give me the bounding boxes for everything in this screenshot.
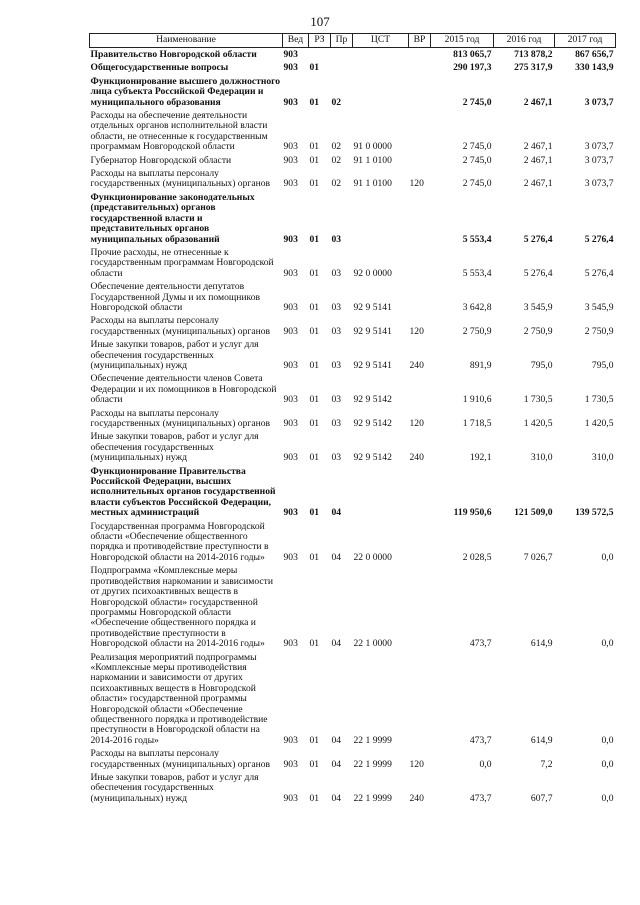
row-ved: 903: [283, 325, 298, 337]
row-value-2017: 1 730,5: [584, 394, 614, 406]
row-cst: 22 1 0000: [353, 638, 392, 650]
row-rz: 01: [309, 394, 320, 406]
table-row: [90, 246, 616, 280]
table-row: [90, 771, 616, 805]
row-pr: [331, 48, 353, 62]
row-ved: 903: [283, 638, 298, 650]
row-pr: 03: [331, 452, 342, 464]
row-value-2015: 1 910,6: [462, 394, 492, 406]
row-value-2016: 5 276,4: [523, 233, 553, 245]
row-cst: [353, 61, 409, 74]
row-value-2015: 5 553,4: [462, 233, 492, 245]
table-row: [90, 520, 616, 565]
row-ved: 903: [283, 452, 298, 464]
row-pr: 03: [331, 233, 342, 245]
table-row: [90, 48, 616, 62]
row-ved: 903: [283, 154, 298, 166]
row-rz: 01: [309, 267, 320, 279]
row-vr: [409, 520, 431, 565]
row-value-2015: 2 745,0: [462, 178, 492, 190]
table-row: [90, 465, 616, 520]
row-pr: 03: [331, 418, 342, 429]
col-header-vr: ВР: [409, 34, 431, 48]
budget-table: [89, 33, 616, 805]
table-row: [90, 407, 616, 431]
row-ved: 903: [283, 551, 298, 563]
row-value-2016: 3 545,9: [523, 301, 553, 313]
row-rz: 01: [309, 96, 320, 108]
row-value-2017: 5 276,4: [584, 267, 614, 279]
row-name: Реализация мероприятий подпрограммы «Комплексные меры противодействия наркомании и зависимости от других психоактивных веществ в Новгородской области» государственной программы Новгородской области «Обеспечение общественного порядка и противодействие преступности в Новгородской области на 2014-2016 годы»: [90, 651, 268, 746]
row-name: Расходы на выплаты персоналу государственных (муниципальных) органов: [90, 407, 271, 429]
row-rz: 01: [309, 734, 320, 746]
row-cst: 22 1 9999: [353, 734, 392, 746]
row-value-2015: 2 028,5: [462, 551, 492, 563]
row-value-2015: 290 197,3: [453, 62, 492, 74]
row-vr: 240: [409, 359, 424, 371]
row-value-2015: 192,1: [469, 452, 492, 464]
row-value-2016: 607,7: [530, 792, 553, 804]
row-name: Функционирование законодательных (представительных) органов государственной власти и представительных органов муниципальных образований: [90, 191, 255, 245]
table-row: [90, 191, 616, 246]
row-ved: 903: [283, 49, 298, 60]
row-value-2016: 795,0: [530, 359, 553, 371]
col-header-cst: ЦСТ: [353, 34, 409, 48]
col-header-pr: Пр: [331, 34, 353, 48]
row-value-2015: 5 553,4: [462, 267, 492, 279]
row-value-2016: 310,0: [530, 452, 553, 464]
row-value-2017: 3 073,7: [584, 178, 614, 190]
row-vr: [409, 651, 431, 748]
row-value-2015: 2 745,0: [462, 154, 492, 166]
row-value-2016: 2 467,1: [523, 178, 553, 190]
row-pr: 04: [331, 638, 342, 650]
row-vr: 120: [409, 418, 424, 429]
row-vr: [409, 48, 431, 62]
row-value-2015: 0,0: [479, 758, 492, 770]
row-name: Губернатор Новгородской области: [90, 154, 232, 166]
row-cst: [353, 191, 409, 246]
row-value-2016: 614,9: [530, 638, 553, 650]
row-ved: 903: [283, 734, 298, 746]
row-rz: 01: [309, 758, 320, 770]
row-cst: 22 1 9999: [353, 758, 392, 770]
row-cst: 92 9 5141: [353, 325, 392, 337]
row-vr: [409, 61, 431, 74]
page-number: 107: [310, 14, 330, 29]
row-value-2017: 2 750,9: [584, 325, 614, 337]
row-value-2015: 813 065,7: [453, 49, 492, 60]
row-name: Иные закупки товаров, работ и услуг для обеспечения государственных (муниципальных) нужд: [90, 339, 259, 371]
col-header-name: Наименование: [90, 34, 283, 48]
row-name: Расходы на выплаты персоналу государственных (муниципальных) органов: [90, 168, 271, 190]
row-cst: 92 9 5141: [353, 359, 392, 371]
row-name: Иные закупки товаров, работ и услуг для обеспечения государственных (муниципальных) нужд: [90, 431, 259, 464]
row-vr: [409, 109, 431, 154]
table-row: [90, 430, 616, 464]
row-rz: 01: [309, 551, 320, 563]
row-name: Общегосударственные вопросы: [90, 62, 229, 74]
row-vr: [409, 372, 431, 406]
row-value-2017: 0,0: [601, 734, 614, 746]
row-vr: 120: [409, 325, 424, 337]
row-cst: 92 9 5141: [353, 301, 392, 313]
row-value-2016: 5 276,4: [523, 267, 553, 279]
row-value-2016: 121 509,0: [514, 507, 553, 519]
row-ved: 903: [283, 359, 298, 371]
row-rz: 01: [309, 507, 320, 519]
row-value-2017: 3 073,7: [584, 154, 614, 166]
row-value-2017: 867 656,7: [575, 49, 614, 60]
row-vr: [409, 154, 431, 167]
table-row: [90, 75, 616, 109]
table-header-row: [90, 34, 616, 48]
row-value-2017: 3 073,7: [584, 141, 614, 153]
row-value-2015: 2 745,0: [462, 96, 492, 108]
row-value-2016: 2 467,1: [523, 141, 553, 153]
row-name: Расходы на выплаты персоналу государственных (муниципальных) органов: [90, 748, 271, 770]
row-pr: 04: [331, 507, 342, 519]
row-value-2015: 891,9: [469, 359, 492, 371]
row-value-2016: 7 026,7: [523, 551, 553, 563]
row-vr: 120: [409, 178, 424, 190]
col-header-ved: Вед: [283, 34, 309, 48]
row-pr: 04: [331, 792, 342, 804]
row-rz: 01: [309, 792, 320, 804]
table-row: [90, 338, 616, 372]
table-row: [90, 167, 616, 191]
row-name: Прочие расходы, не отнесенные к государственным программам Новгородской области: [90, 246, 274, 279]
row-value-2016: 614,9: [530, 734, 553, 746]
row-value-2017: 0,0: [601, 758, 614, 770]
row-value-2017: 0,0: [601, 792, 614, 804]
row-cst: 92 9 5142: [353, 418, 392, 429]
row-vr: 240: [409, 792, 424, 804]
row-vr: [409, 246, 431, 280]
row-value-2016: 2 467,1: [523, 154, 553, 166]
row-rz: 01: [309, 301, 320, 313]
row-ved: 903: [283, 141, 298, 153]
row-name: Государственная программа Новгородской области «Обеспечение общественного порядка и противодействие преступности в Новгородской области на 2014-2016 годы»: [90, 520, 269, 563]
row-name: Расходы на обеспечение деятельности отдельных органов исполнительной власти области, не отнесенные к государственным программам Новгородской области: [90, 110, 268, 153]
row-pr: 03: [331, 301, 342, 313]
row-value-2017: 3 073,7: [584, 96, 614, 108]
row-name: Подпрограмма «Комплексные меры противодействия наркомании и зависимости от других психоактивных веществ в Новгородской области» государственной программы Новгородской области «Обеспечение общественного порядка и противодействие преступности в Новгородской области на 2014-2016 годы»: [90, 565, 273, 650]
col-header-rz: РЗ: [309, 34, 331, 48]
row-ved: 903: [283, 178, 298, 190]
row-value-2016: 275 317,9: [514, 62, 553, 74]
row-ved: 903: [283, 233, 298, 245]
row-rz: 01: [309, 325, 320, 337]
row-value-2016: 7,2: [540, 758, 553, 770]
row-cst: 91 1 0100: [353, 154, 392, 166]
row-rz: 01: [309, 359, 320, 371]
row-cst: 91 1 0100: [353, 178, 392, 190]
row-value-2017: 139 572,5: [575, 507, 614, 519]
row-rz: 01: [309, 638, 320, 650]
table-row: [90, 747, 616, 771]
row-value-2016: 1 420,5: [523, 418, 553, 429]
row-cst: [353, 48, 409, 62]
row-pr: 02: [331, 178, 342, 190]
row-cst: 92 9 5142: [353, 452, 392, 464]
row-name: Обеспечение деятельности депутатов Государственной Думы и их помощников Новгородской области: [90, 281, 261, 313]
row-name: Расходы на выплаты персоналу государственных (муниципальных) органов: [90, 315, 271, 337]
row-pr: 03: [331, 325, 342, 337]
table-row: [90, 314, 616, 338]
row-rz: 01: [309, 452, 320, 464]
row-cst: 22 0 0000: [353, 551, 392, 563]
table-row: [90, 564, 616, 650]
row-pr: 03: [331, 267, 342, 279]
row-cst: [353, 465, 409, 520]
row-value-2017: 1 420,5: [584, 418, 614, 429]
table-row: [90, 372, 616, 406]
col-header-2017: 2017 год: [555, 34, 616, 48]
row-vr: [409, 280, 431, 314]
row-pr: 02: [331, 96, 342, 108]
row-pr: 04: [331, 758, 342, 770]
row-value-2016: 713 878,2: [514, 49, 553, 60]
row-value-2016: 1 730,5: [523, 394, 553, 406]
col-header-2015: 2015 год: [431, 34, 494, 48]
row-cst: 92 9 5142: [353, 394, 392, 406]
row-name: Иные закупки товаров, работ и услуг для обеспечения государственных (муниципальных) нужд: [90, 772, 259, 804]
row-cst: 22 1 9999: [353, 792, 392, 804]
row-rz: 01: [309, 154, 320, 166]
row-ved: 903: [283, 792, 298, 804]
row-value-2015: 473,7: [469, 734, 492, 746]
row-name: Функционирование Правительства Российской Федерации, высших исполнительных органов государственной власти субъектов Российской Федерации, местных администраций: [90, 465, 276, 519]
row-value-2015: 2 745,0: [462, 141, 492, 153]
row-pr: 03: [331, 394, 342, 406]
row-ved: 903: [283, 267, 298, 279]
row-rz: [309, 48, 331, 62]
row-name: Правительство Новгородской области: [90, 49, 257, 60]
row-value-2015: 1 718,5: [462, 418, 492, 429]
row-vr: [409, 75, 431, 109]
row-value-2015: 3 642,8: [462, 301, 492, 313]
row-ved: 903: [283, 301, 298, 313]
row-ved: 903: [283, 62, 298, 74]
row-cst: [353, 75, 409, 109]
row-value-2017: 0,0: [601, 638, 614, 650]
row-name: Обеспечение деятельности членов Совета Федерации и их помощников в Новгородской области: [90, 373, 277, 406]
row-value-2016: 2 750,9: [523, 325, 553, 337]
table-row: [90, 651, 616, 748]
row-value-2017: 0,0: [601, 551, 614, 563]
row-value-2017: 795,0: [591, 359, 614, 371]
row-pr: 02: [331, 154, 342, 166]
row-value-2015: 2 750,9: [462, 325, 492, 337]
row-value-2017: 3 545,9: [584, 301, 614, 313]
row-value-2016: 2 467,1: [523, 96, 553, 108]
col-header-2016: 2016 год: [494, 34, 555, 48]
row-ved: 903: [283, 394, 298, 406]
row-cst: 92 0 0000: [353, 267, 392, 279]
row-pr: 04: [331, 551, 342, 563]
row-value-2015: 119 950,6: [453, 507, 492, 519]
table-row: [90, 280, 616, 314]
row-cst: 91 0 0000: [353, 141, 392, 153]
row-value-2015: 473,7: [469, 638, 492, 650]
table-row: [90, 154, 616, 167]
row-rz: 01: [309, 141, 320, 153]
row-vr: 120: [409, 758, 424, 770]
row-pr: 02: [331, 141, 342, 153]
row-ved: 903: [283, 96, 298, 108]
row-name: Функционирование высшего должностного лица субъекта Российской Федерации и муниципального образования: [90, 75, 281, 108]
row-ved: 903: [283, 507, 298, 519]
row-value-2015: 473,7: [469, 792, 492, 804]
row-rz: 01: [309, 418, 320, 429]
row-vr: 240: [409, 452, 424, 464]
row-value-2017: 330 143,9: [575, 62, 614, 74]
row-ved: 903: [283, 758, 298, 770]
row-pr: 04: [331, 734, 342, 746]
row-ved: 903: [283, 418, 298, 429]
row-vr: [409, 191, 431, 246]
table-row: [90, 61, 616, 74]
row-vr: [409, 564, 431, 650]
row-pr: 03: [331, 359, 342, 371]
row-rz: 01: [309, 233, 320, 245]
table-body: [90, 48, 616, 806]
row-rz: 01: [309, 62, 320, 74]
row-vr: [409, 465, 431, 520]
row-value-2017: 310,0: [591, 452, 614, 464]
row-pr: [331, 61, 353, 74]
table-row: [90, 109, 616, 154]
row-rz: 01: [309, 178, 320, 190]
row-value-2017: 5 276,4: [584, 233, 614, 245]
